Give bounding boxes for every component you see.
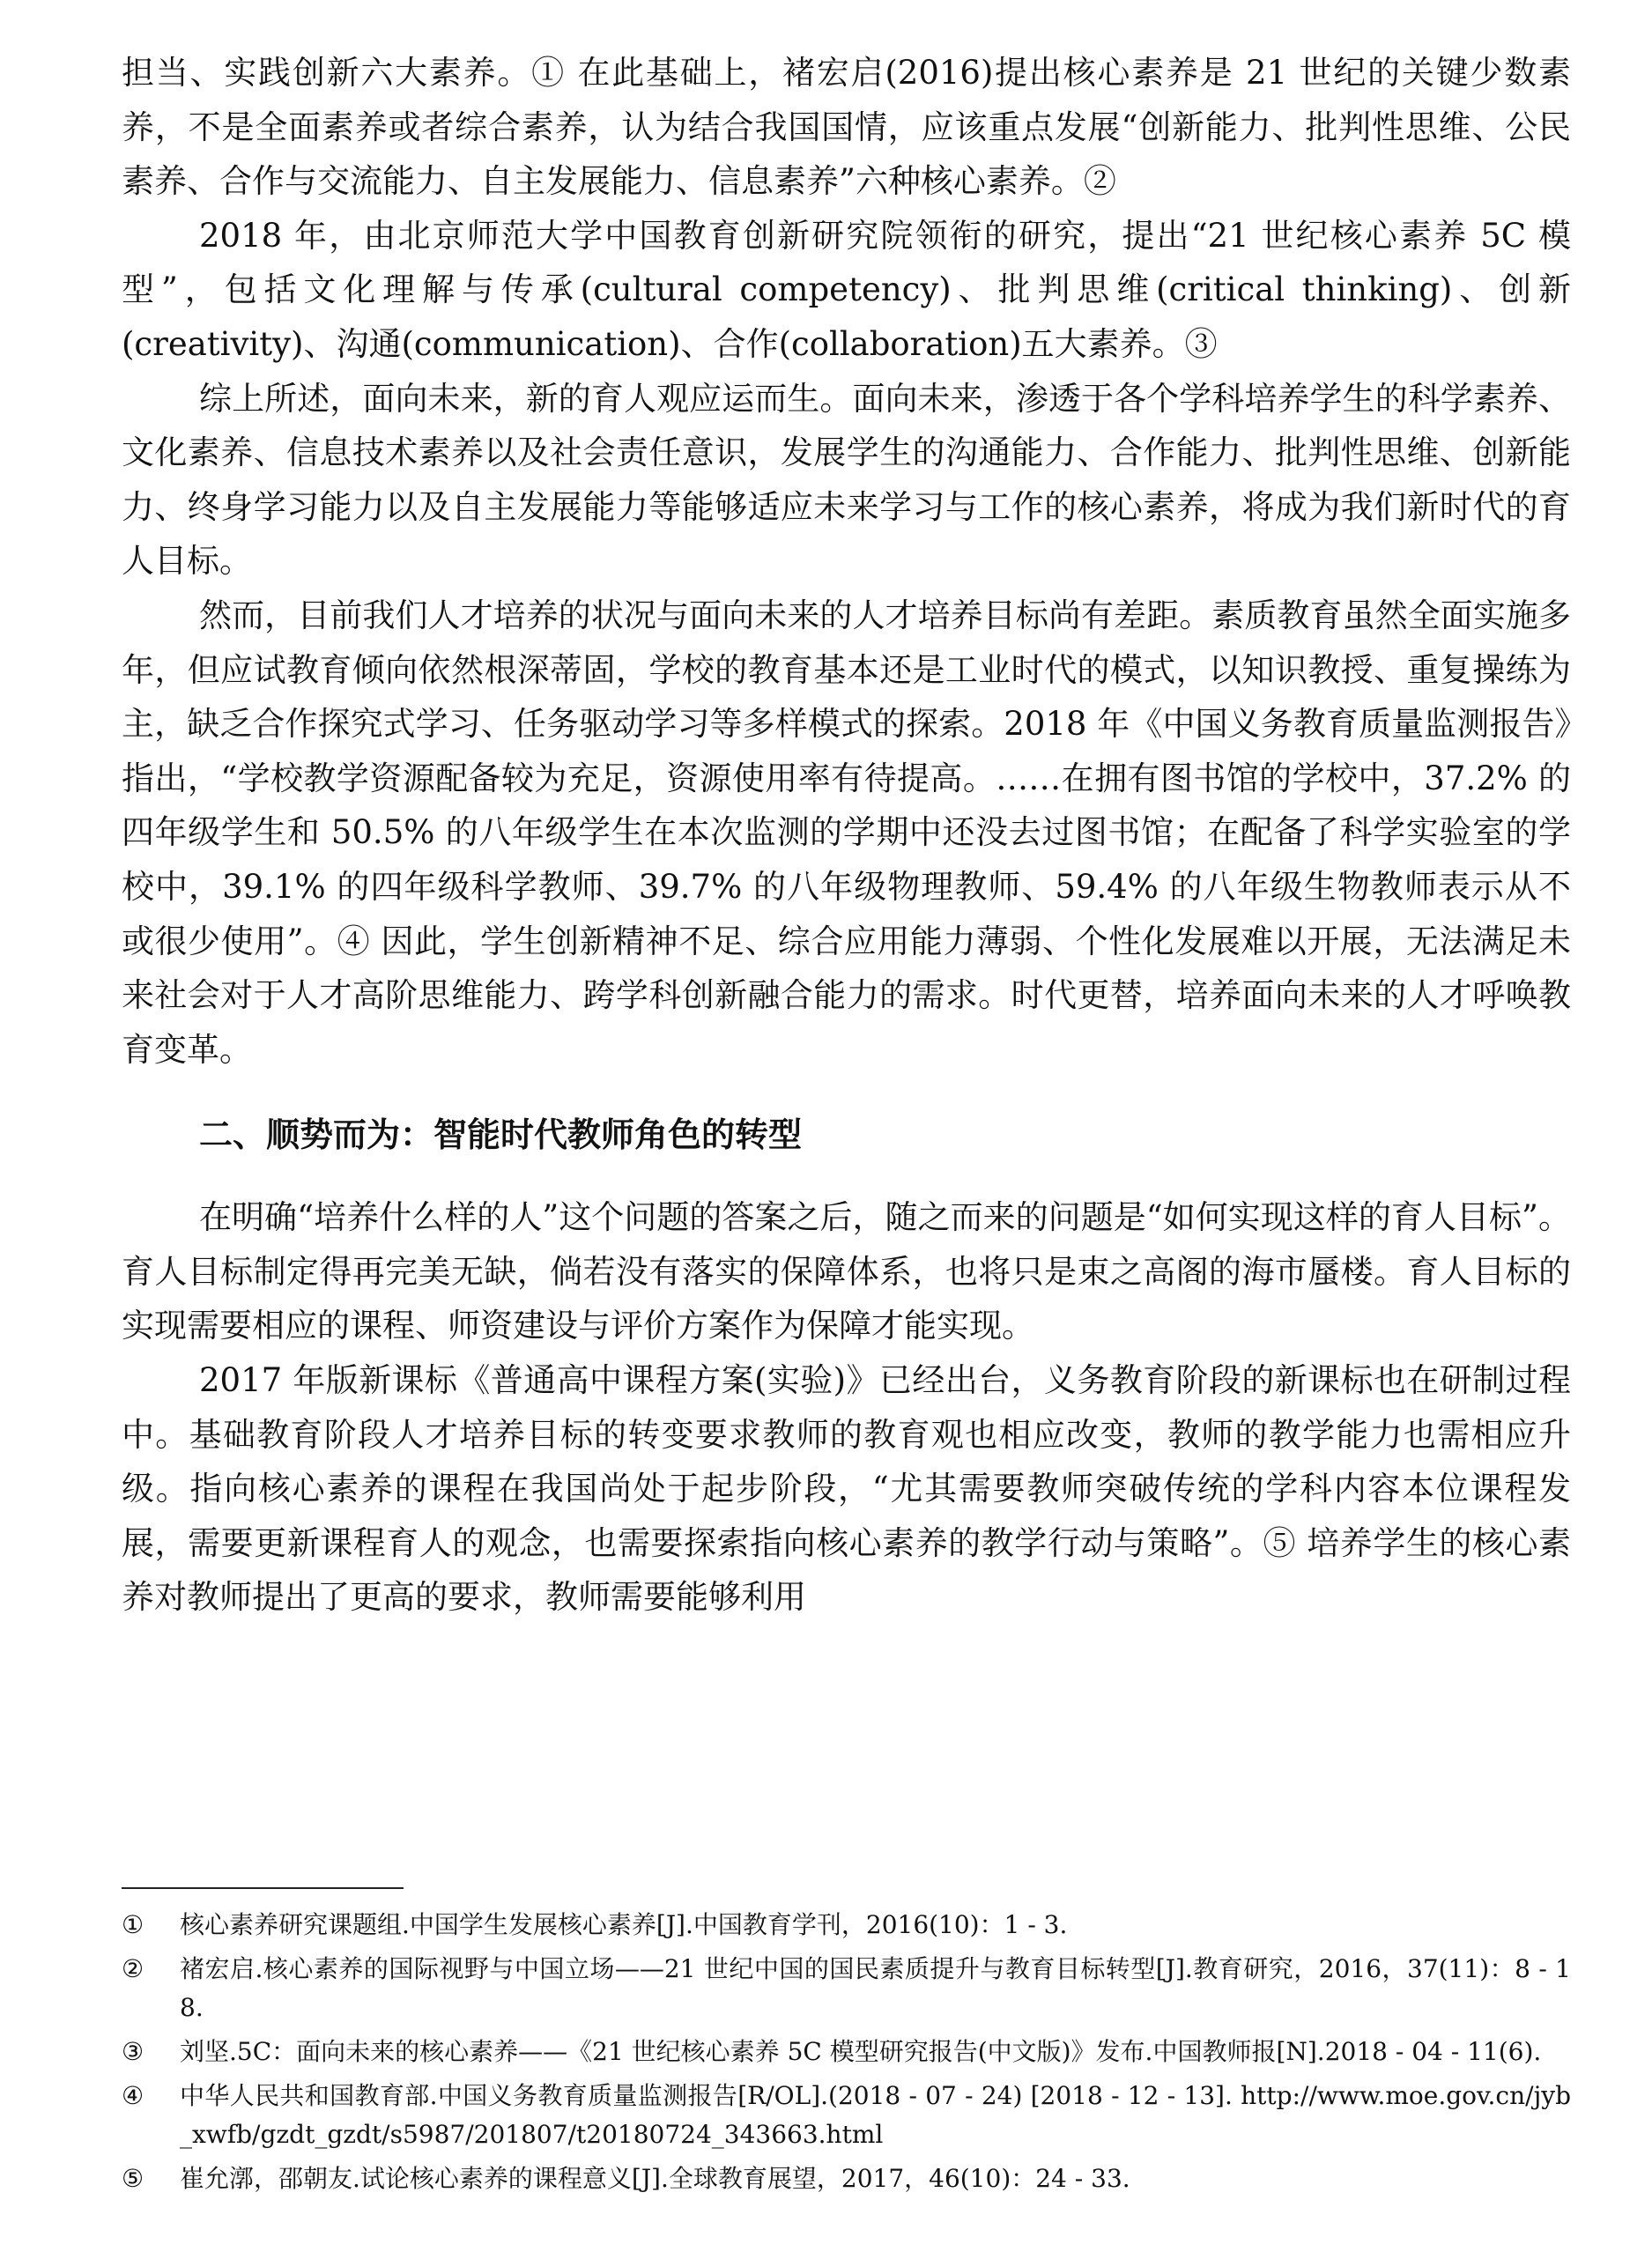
footnote-divider bbox=[122, 1887, 404, 1889]
footnote-marker: ① bbox=[122, 1910, 144, 1939]
footnote-marker: ② bbox=[122, 1954, 144, 1983]
footnote-text: 核心素养研究课题组.中国学生发展核心素养[J].中国教育学刊，2016(10)：1 - 3. bbox=[180, 1910, 1068, 1939]
paragraph: 2018 年，由北京师范大学中国教育创新研究院领衔的研究，提出“21 世纪核心素养 5C 模型”，包括文化理解与传承(cultural competency)、批判思维(critical thinking)、创新(creativity)、沟通(communication)、合作(collaboration)五大素养。③ bbox=[122, 216, 1571, 363]
footnote-item bbox=[122, 1906, 1571, 1945]
paragraph: 在明确“培养什么样的人”这个问题的答案之后，随之而来的问题是“如何实现这样的育人目标”。育人目标制定得再完美无缺，倘若没有落实的保障体系，也将只是束之高阁的海市蜃楼。育人目标的实现需要相应的课程、师资建设与评价方案作为保障才能实现。 bbox=[122, 1198, 1571, 1345]
footnotes bbox=[122, 1906, 1571, 2204]
footnote-text: 褚宏启.核心素养的国际视野与中国立场——21 世纪中国的国民素质提升与教育目标转型[J].教育研究，2016，37(11)：8 - 18. bbox=[180, 1954, 1571, 2022]
footnote-marker: ③ bbox=[122, 2037, 144, 2066]
paragraph: 2017 年版新课标《普通高中课程方案(实验)》已经出台，义务教育阶段的新课标也在研制过程中。基础教育阶段人才培养目标的转变要求教师的教育观也相应改变，教师的教学能力也需相应升级。指向核心素养的课程在我国尚处于起步阶段，“尤其需要教师突破传统的学科内容本位课程发展，需要更新课程育人的观念，也需要探索指向核心素养的教学行动与策略”。⑤ 培养学生的核心素养对教师提出了更高的要求，教师需要能够利用 bbox=[122, 1361, 1571, 1617]
footnote-item bbox=[122, 1950, 1571, 2027]
footnote-text: 崔允漷，邵朝友.试论核心素养的课程意义[J].全球教育展望，2017，46(10)：24 - 33. bbox=[180, 2164, 1130, 2193]
main-text bbox=[122, 46, 1571, 1625]
footnote-item bbox=[122, 2033, 1571, 2071]
section-heading: 二、顺势而为：智能时代教师角色的转型 bbox=[199, 1115, 803, 1155]
footnote-item bbox=[122, 2077, 1571, 2154]
footnote-text: 中华人民共和国教育部.中国义务教育质量监测报告[R/OL].(2018 - 07 - 24) [2018 - 12 - 13]. http://www.moe.gov.cn/jyb_xwfb/gzdt_gzdt/s5987/201807/t20180724_343663.html bbox=[180, 2081, 1571, 2149]
footnote-marker: ⑤ bbox=[122, 2164, 144, 2193]
footnote-item bbox=[122, 2159, 1571, 2198]
footnote-marker: ④ bbox=[122, 2081, 144, 2110]
paragraph: 然而，目前我们人才培养的状况与面向未来的人才培养目标尚有差距。素质教育虽然全面实施多年，但应试教育倾向依然根深蒂固，学校的教育基本还是工业时代的模式，以知识教授、重复操练为主，缺乏合作探究式学习、任务驱动学习等多样模式的探索。2018 年《中国义务教育质量监测报告》指出，“学校教学资源配备较为充足，资源使用率有待提高。……在拥有图书馆的学校中，37.2% 的四年级学生和 50.5% 的八年级学生在本次监测的学期中还没去过图书馆；在配备了科学实验室的学校中，39.1% 的四年级科学教师、39.7% 的八年级物理教师、59.4% 的八年级生物教师表示从不或很少使用”。④ 因此，学生创新精神不足、综合应用能力薄弱、个性化发展难以开展，无法满足未来社会对于人才高阶思维能力、跨学科创新融合能力的需求。时代更替，培养面向未来的人才呼唤教育变革。 bbox=[122, 596, 1571, 1069]
paragraph: 综上所述，面向未来，新的育人观应运而生。面向未来，渗透于各个学科培养学生的科学素养、文化素养、信息技术素养以及社会责任意识，发展学生的沟通能力、合作能力、批判性思维、创新能力、终身学习能力以及自主发展能力等能够适应未来学习与工作的核心素养，将成为我们新时代的育人目标。 bbox=[122, 379, 1571, 581]
paragraph: 担当、实践创新六大素养。① 在此基础上，褚宏启(2016)提出核心素养是 21 世纪的关键少数素养，不是全面素养或者综合素养，认为结合我国国情，应该重点发展“创新能力、批判性思维、公民素养、合作与交流能力、自主发展能力、信息素养”六种核心素养。② bbox=[122, 54, 1571, 201]
footnote-text: 刘坚.5C：面向未来的核心素养——《21 世纪核心素养 5C 模型研究报告(中文版)》发布.中国教师报[N].2018 - 04 - 11(6). bbox=[180, 2037, 1542, 2066]
